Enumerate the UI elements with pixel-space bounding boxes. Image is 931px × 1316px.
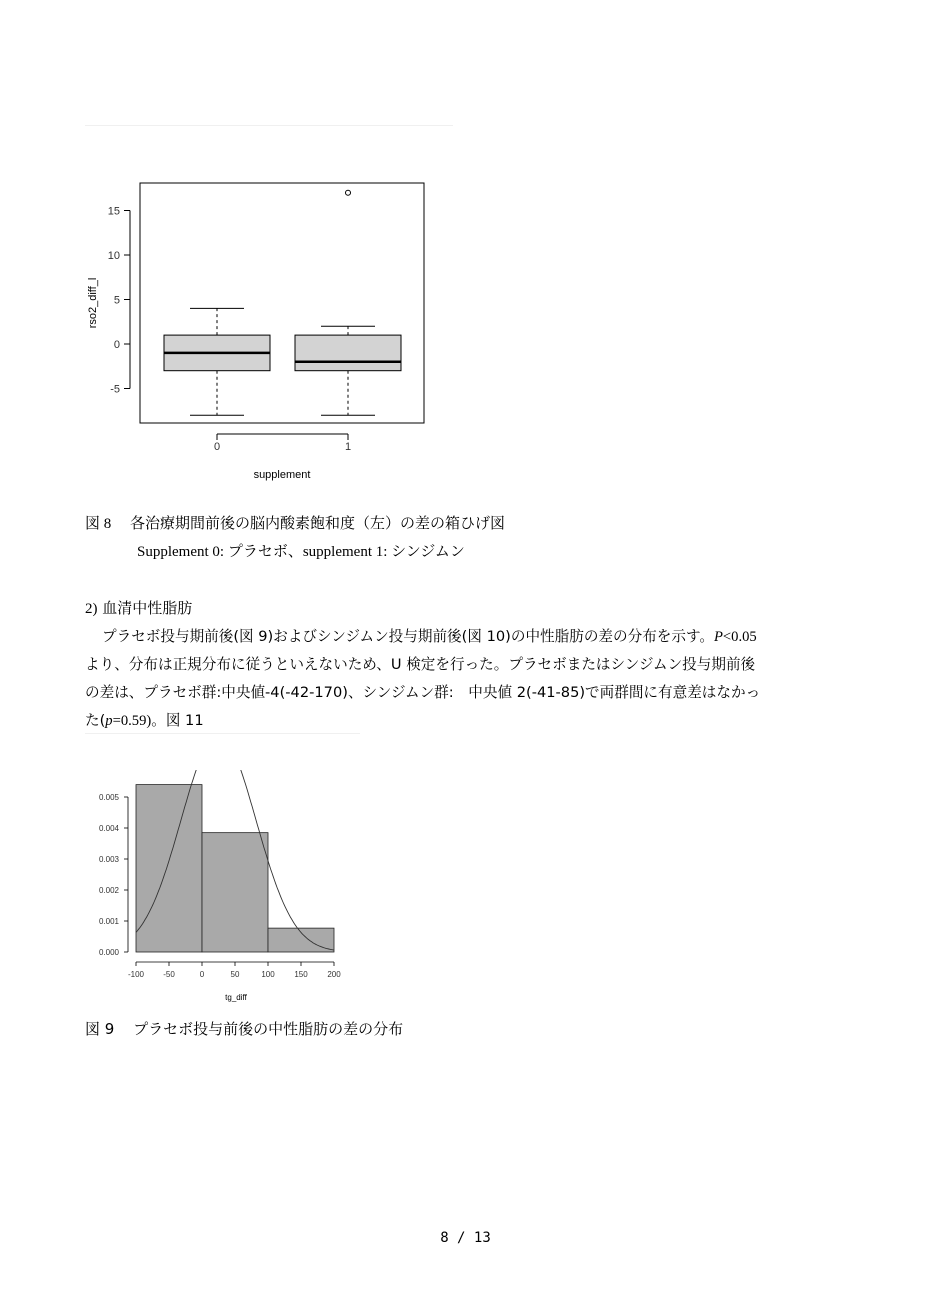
y-tick-label: 0: [113, 339, 120, 351]
p-symbol: p: [105, 713, 113, 729]
y-tick-label: 0.002: [98, 886, 119, 895]
subcaption-a: Supplement 0:: [137, 544, 228, 560]
p-symbol: P: [714, 629, 723, 645]
section-heading: [85, 597, 192, 618]
figure9-histogram: [85, 770, 355, 1010]
histogram-bar: [136, 785, 202, 952]
y-tick-label: -5: [110, 383, 120, 396]
x-tick-label: -50: [163, 970, 175, 979]
plot-frame: [140, 183, 424, 423]
figure9-caption: [85, 1018, 403, 1039]
x-tick-label: -100: [127, 970, 145, 979]
histogram-bars: [136, 785, 334, 952]
figure8-caption-title: 各治療期間前後の脳内酸素飽和度（左）の差の箱ひげ図: [130, 514, 506, 532]
y-tick-label: 5: [113, 294, 120, 307]
boxes: [164, 190, 401, 415]
p-value: =0.59)。: [112, 713, 166, 729]
section-heading-text: 血清中性脂肪: [102, 599, 193, 617]
y-axis: [99, 793, 128, 957]
y-tick-label: 15: [107, 205, 120, 218]
x-tick-label: 150: [294, 970, 308, 979]
figure8-boxplot: [80, 170, 440, 490]
y-axis: [108, 206, 130, 396]
separator-line: [85, 125, 453, 126]
y-tick-label: 10: [107, 250, 120, 262]
figure8-caption-label: 図 8: [85, 516, 112, 532]
page-number: 8 / 13: [440, 1230, 491, 1246]
body-text: た(: [85, 712, 106, 729]
separator-line: [85, 733, 360, 734]
y-tick-label: 0.004: [98, 824, 119, 833]
x-tick-label: 1: [344, 441, 352, 453]
p-value: <0.05: [722, 629, 757, 645]
figure8-caption: [85, 512, 505, 533]
figure-ref: 図 11: [165, 712, 204, 729]
figure8-subcaption: [137, 540, 465, 561]
subcaption-d: シンジムン: [391, 542, 465, 560]
x-tick-label: 50: [230, 970, 240, 979]
y-axis-label: rso2_diff_l: [87, 277, 99, 329]
x-tick-label: 0: [213, 441, 221, 453]
y-tick-label: 0.001: [98, 917, 119, 926]
x-axis: [214, 434, 351, 453]
y-tick-label: 0.000: [98, 948, 119, 957]
y-tick-label: 0.005: [98, 793, 119, 802]
subcaption-c: supplement 1:: [302, 544, 392, 560]
body-line-4: [85, 709, 204, 730]
x-tick-label: 0: [199, 970, 205, 979]
histogram-bar: [202, 833, 268, 952]
x-tick-label: 200: [327, 970, 341, 979]
histogram-bar: [268, 928, 334, 952]
x-tick-label: 100: [261, 970, 275, 979]
body-text: の差は、プラセボ群:中央値-4(-42-170)、シンジムン群: 中央値 2(-41-85)で両群間に有意差はなかっ: [85, 684, 761, 701]
figure9-caption-title: プラセボ投与前後の中性脂肪の差の分布: [133, 1020, 404, 1038]
body-line-2: [85, 653, 755, 674]
subcaption-b: プラセボ、: [227, 542, 303, 560]
x-axis-label: supplement: [253, 469, 311, 481]
y-tick-label: 0.003: [98, 855, 119, 864]
body-line-3: [85, 681, 760, 702]
body-line-1: [102, 625, 757, 646]
box: [295, 335, 401, 371]
body-text: プラセボ投与期前後(図 9)およびシンジムン投与期前後(図 10)の中性脂肪の差の分布を示す。: [102, 628, 714, 645]
section-heading-number: 2): [85, 601, 98, 617]
body-text: より、分布は正規分布に従うといえないため、U 検定を行った。プラセボまたはシンジムン投与期前後: [85, 656, 756, 673]
outlier-point: [346, 190, 351, 195]
figure9-caption-label: 図 9: [85, 1020, 115, 1038]
x-axis: [128, 962, 341, 979]
x-axis-label: tg_diff: [225, 993, 247, 1002]
